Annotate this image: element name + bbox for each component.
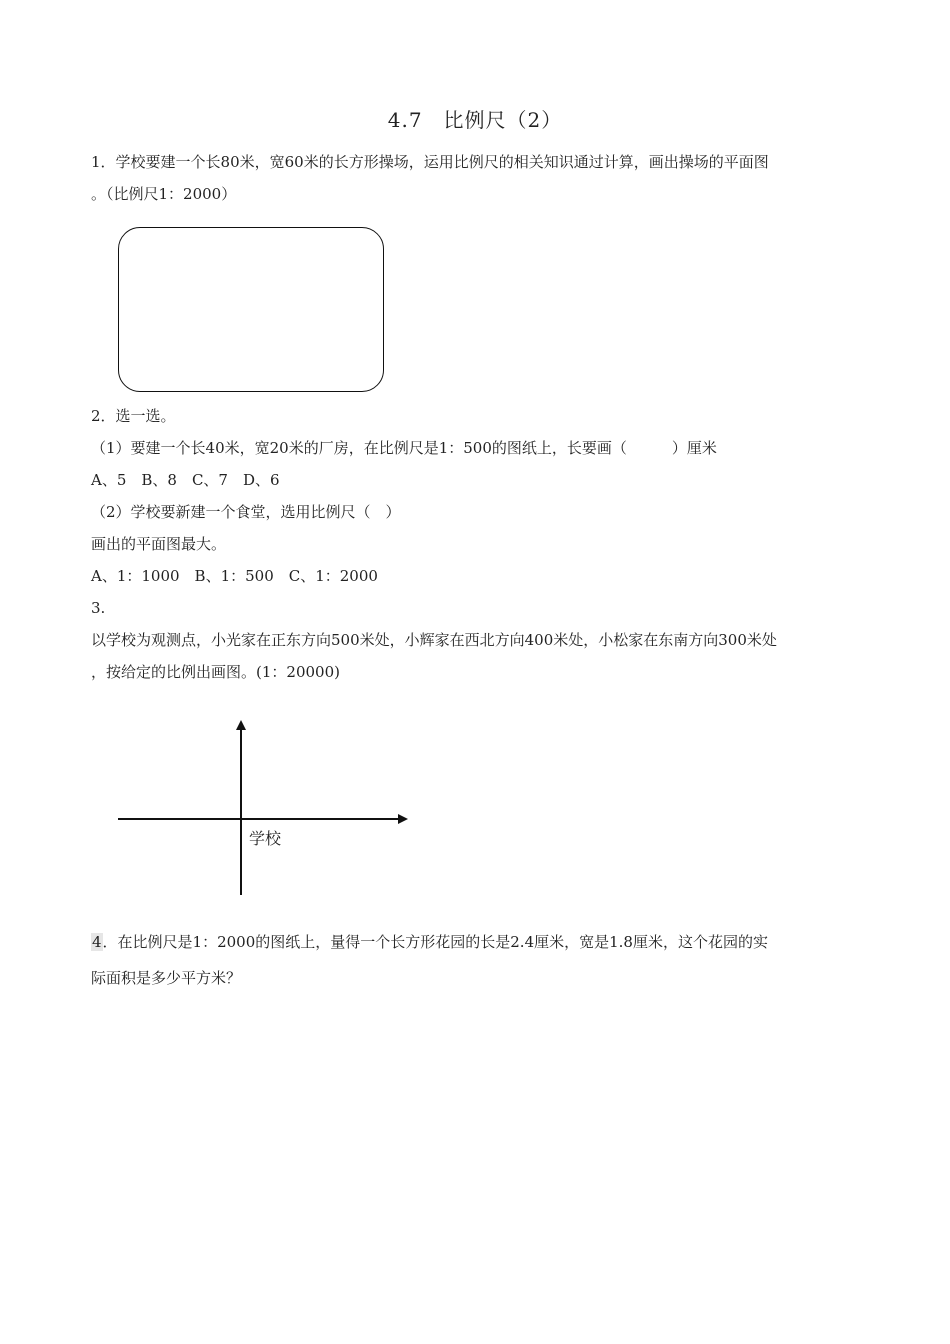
q2-heading: 2．选一选。 <box>91 407 176 425</box>
q2-sub1-text: （1）要建一个长40米，宽20米的厂房，在比例尺是1：500的图纸上，长要画（ ）厘米 <box>91 439 717 457</box>
q1-text-line2: 。（比例尺1：2000） <box>91 185 237 203</box>
q2-sub2-options: A、1：1000 B、1：500 C、1：2000 <box>91 567 378 585</box>
q4-text-line1 <box>91 932 768 952</box>
direction-axes <box>110 712 420 902</box>
east-arrowhead <box>398 814 408 824</box>
q4-text-line2: 际面积是多少平方米？ <box>91 969 242 987</box>
q3-text-line1: 以学校为观测点，小光家在正东方向500米处，小辉家在西北方向400米处，小松家在东南方向300米处 <box>91 631 777 649</box>
q4-number: 4 <box>92 933 102 951</box>
q2-sub2-text-line2: 画出的平面图最大。 <box>91 535 227 553</box>
playground-drawing-box <box>118 227 384 392</box>
q3-number: 3. <box>91 599 106 617</box>
q1-text-line1: 1．学校要建一个长80米，宽60米的长方形操场，运用比例尺的相关知识通过计算，画出操场的平面图 <box>91 153 769 171</box>
q4-text-line1-body: ．在比例尺是1：2000的图纸上，量得一个长方形花园的长是2.4厘米，宽是1.8厘米，这个花园的实 <box>102 933 768 951</box>
school-origin-label: 学校 <box>249 829 282 848</box>
north-arrowhead <box>236 720 246 730</box>
q3-text-line2: ，按给定的比例出画图。(1：20000) <box>91 663 340 681</box>
q2-sub1-options: A、5 B、8 C、7 D、6 <box>91 471 280 489</box>
page-title: 4.7 比例尺（2） <box>387 108 563 132</box>
q2-sub2-text-line1: （2）学校要新建一个食堂，选用比例尺（ ） <box>91 503 401 521</box>
